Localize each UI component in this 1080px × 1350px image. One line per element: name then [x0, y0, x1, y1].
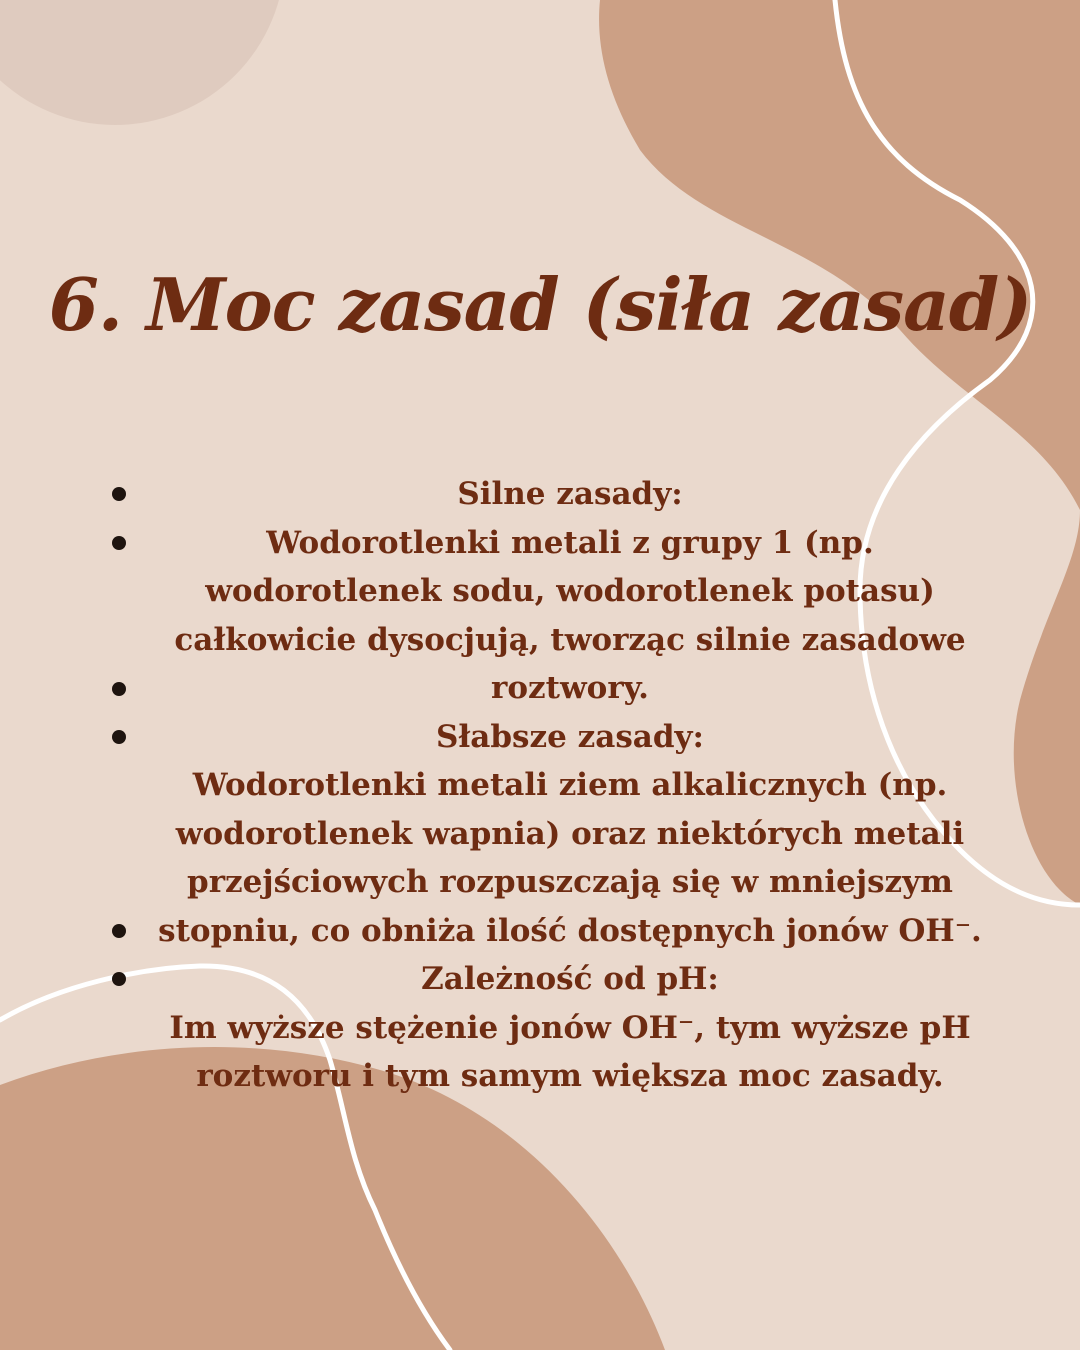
bullet-list: [150, 470, 990, 1101]
bullet-dot: [112, 487, 126, 501]
bullet-dot: [112, 536, 126, 550]
top-left-blob: [0, 0, 285, 125]
list-item-weak-bases-text: Wodorotlenki metali ziem alkalicznych (np. wodorotlenek wapnia) oraz niektórych metali przejściowych rozpuszczają się w mniejszym stopniu, co obniża ilość dostępnych jonów OH⁻.: [158, 767, 982, 949]
bullet-markers: [108, 470, 148, 1030]
bullet-dot: [112, 972, 126, 986]
page-title: 6. Moc zasad (siła zasad): [48, 262, 1032, 347]
list-item-ph-text: Im wyższe stężenie jonów OH⁻, tym wyższe pH roztworu i tym samym większa moc zasady.: [169, 1009, 971, 1094]
bullet-dot: [112, 730, 126, 744]
bullet-dot: [112, 924, 126, 938]
list-item-heading-strong-bases: Silne zasady:: [457, 476, 683, 512]
bullet-dot: [112, 682, 126, 696]
list-item-heading-ph: Zależność od pH:: [421, 961, 719, 997]
list-item-heading-weak-bases: Słabsze zasady:: [435, 718, 704, 755]
list-item-strong-bases-text: Wodorotlenki metali z grupy 1 (np. wodorotlenek sodu, wodorotlenek potasu) całkowicie dysocjują, tworząc silnie zasadowe roztwory.: [174, 524, 966, 706]
